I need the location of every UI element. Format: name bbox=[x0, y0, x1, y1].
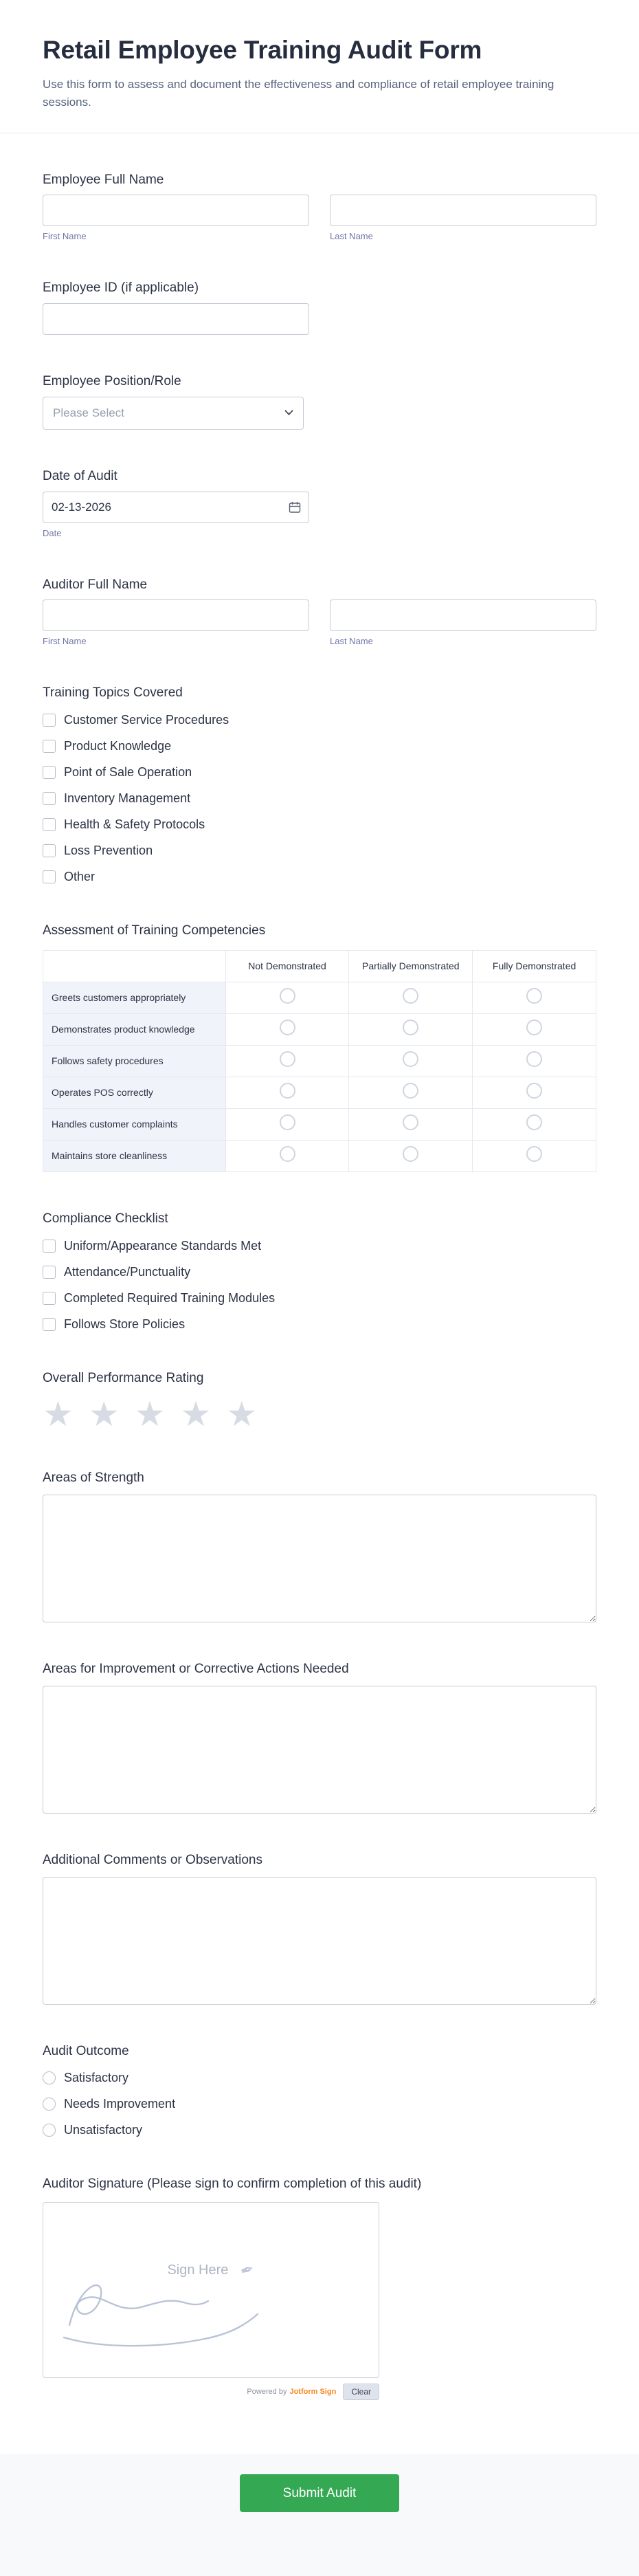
checkbox-icon bbox=[43, 1240, 56, 1253]
option-label: Unsatisfactory bbox=[64, 2123, 143, 2137]
radio-icon bbox=[43, 2124, 56, 2137]
date-input[interactable] bbox=[43, 492, 309, 523]
checkbox-icon bbox=[43, 714, 56, 727]
checkbox-option-attendance[interactable] bbox=[43, 1265, 190, 1279]
field-strength bbox=[43, 1470, 596, 1622]
matrix-radio[interactable] bbox=[280, 1146, 295, 1162]
matrix-row-label: Greets customers appropriately bbox=[43, 982, 226, 1013]
powered-by-text: Powered by bbox=[247, 2388, 287, 2397]
checkbox-option-training-modules[interactable] bbox=[43, 1291, 275, 1306]
matrix-radio[interactable] bbox=[526, 1083, 542, 1099]
checkbox-option-pos-operation[interactable] bbox=[43, 765, 192, 780]
matrix-radio[interactable] bbox=[526, 1051, 542, 1067]
matrix-radio[interactable] bbox=[280, 988, 295, 1004]
checkbox-option-other[interactable] bbox=[43, 870, 95, 884]
field-comments bbox=[43, 1852, 596, 2005]
option-label: Point of Sale Operation bbox=[64, 765, 192, 780]
pen-nib-icon: ✒ bbox=[238, 2259, 258, 2282]
auditor-name-label: Auditor Full Name bbox=[43, 577, 148, 592]
matrix-radio[interactable] bbox=[280, 1051, 295, 1067]
strength-textarea[interactable] bbox=[43, 1495, 596, 1622]
checkbox-option-uniform[interactable] bbox=[43, 1239, 261, 1253]
checkbox-option-health-safety[interactable] bbox=[43, 817, 205, 832]
calendar-icon[interactable] bbox=[289, 501, 301, 517]
matrix-radio[interactable] bbox=[403, 1146, 418, 1162]
matrix-header-row bbox=[43, 950, 596, 982]
matrix-row-label: Demonstrates product knowledge bbox=[43, 1013, 226, 1045]
option-label: Loss Prevention bbox=[64, 844, 153, 858]
option-label: Completed Required Training Modules bbox=[64, 1290, 276, 1305]
option-label: Product Knowledge bbox=[64, 739, 172, 753]
submit-button[interactable]: Submit Audit bbox=[240, 2474, 399, 2512]
signature-hint bbox=[43, 2260, 379, 2280]
employee-id-label: Employee ID (if applicable) bbox=[43, 280, 199, 296]
form-title: Retail Employee Training Audit Form bbox=[43, 36, 482, 64]
matrix-radio[interactable] bbox=[526, 1020, 542, 1035]
field-signature bbox=[43, 2176, 596, 2400]
employee-name-label: Employee Full Name bbox=[43, 172, 164, 187]
checkbox-icon bbox=[43, 792, 56, 805]
checkbox-icon bbox=[43, 740, 56, 753]
matrix-col-header: Partially Demonstrated bbox=[349, 950, 473, 982]
field-auditor-name bbox=[43, 577, 596, 647]
outcome-label: Audit Outcome bbox=[43, 2043, 129, 2058]
date-sublabel: Date bbox=[43, 527, 62, 538]
auditor-first-name-input[interactable] bbox=[43, 599, 309, 631]
radio-option-needs-improvement[interactable] bbox=[43, 2097, 175, 2111]
option-label: Attendance/Punctuality bbox=[64, 1264, 191, 1279]
matrix-radio[interactable] bbox=[280, 1114, 295, 1130]
field-training-topics bbox=[43, 685, 596, 884]
option-label: Satisfactory bbox=[64, 2071, 129, 2085]
field-rating bbox=[43, 1370, 596, 1432]
matrix-radio[interactable] bbox=[526, 988, 542, 1004]
matrix-row bbox=[43, 1045, 596, 1077]
star-icon[interactable]: ★ bbox=[180, 1395, 212, 1434]
star-icon[interactable]: ★ bbox=[43, 1395, 74, 1434]
field-employee-id bbox=[43, 280, 596, 335]
matrix-row bbox=[43, 982, 596, 1013]
star-icon[interactable]: ★ bbox=[88, 1395, 120, 1434]
option-label: Customer Service Procedures bbox=[64, 713, 229, 727]
field-competency-matrix bbox=[43, 923, 596, 1172]
auditor-last-name-sublabel: Last Name bbox=[330, 636, 373, 647]
strength-label: Areas of Strength bbox=[43, 1471, 144, 1486]
option-label: Other bbox=[64, 870, 96, 884]
comments-textarea[interactable] bbox=[43, 1877, 596, 2005]
matrix-radio[interactable] bbox=[526, 1114, 542, 1130]
matrix-col-header: Fully Demonstrated bbox=[473, 950, 596, 982]
checkbox-icon bbox=[43, 818, 56, 831]
checkbox-option-loss-prevention[interactable] bbox=[43, 844, 153, 858]
first-name-sublabel: First Name bbox=[43, 231, 87, 242]
field-position bbox=[43, 373, 596, 430]
option-label: Follows Store Policies bbox=[64, 1317, 186, 1331]
submit-area bbox=[0, 2454, 639, 2576]
rating-label: Overall Performance Rating bbox=[43, 1370, 204, 1385]
position-select-placeholder: Please Select bbox=[53, 406, 124, 419]
checkbox-icon bbox=[43, 1266, 56, 1279]
field-employee-name bbox=[43, 172, 596, 242]
auditor-first-name-sublabel: First Name bbox=[43, 636, 87, 647]
checkbox-icon bbox=[43, 766, 56, 779]
matrix-radio[interactable] bbox=[280, 1083, 295, 1099]
signature-pad[interactable] bbox=[43, 2202, 379, 2378]
star-icon[interactable]: ★ bbox=[226, 1395, 258, 1434]
matrix-row-label: Operates POS correctly bbox=[43, 1077, 226, 1108]
matrix-radio[interactable] bbox=[526, 1146, 542, 1162]
checkbox-icon bbox=[43, 870, 56, 883]
option-label: Health & Safety Protocols bbox=[64, 817, 205, 832]
checkbox-option-customer-service[interactable] bbox=[43, 713, 229, 727]
employee-last-name-input[interactable] bbox=[330, 195, 596, 226]
matrix-radio[interactable] bbox=[403, 1020, 418, 1035]
checkbox-icon bbox=[43, 844, 56, 857]
competency-matrix-table bbox=[43, 950, 596, 1172]
checkbox-option-store-policies[interactable] bbox=[43, 1317, 185, 1332]
radio-icon bbox=[43, 2098, 56, 2111]
form-subtitle: Use this form to assess and document the effectiveness and compliance of retail employee training sessions. bbox=[43, 78, 554, 109]
radio-option-unsatisfactory[interactable] bbox=[43, 2123, 142, 2137]
signature-scribble bbox=[43, 2203, 380, 2379]
option-label: Inventory Management bbox=[64, 791, 191, 806]
compliance-label: Compliance Checklist bbox=[43, 1211, 168, 1226]
checkbox-option-inventory[interactable] bbox=[43, 791, 190, 806]
radio-option-satisfactory[interactable] bbox=[43, 2071, 128, 2085]
matrix-row bbox=[43, 1140, 596, 1171]
employee-first-name-input[interactable] bbox=[43, 195, 309, 226]
comments-label: Additional Comments or Observations bbox=[43, 1852, 262, 1867]
matrix-row-label: Follows safety procedures bbox=[43, 1045, 226, 1077]
field-improvement bbox=[43, 1661, 596, 1814]
matrix-radio[interactable] bbox=[403, 1114, 418, 1130]
matrix-corner-cell bbox=[43, 950, 226, 982]
chevron-down-icon bbox=[284, 410, 293, 416]
matrix-row-label: Maintains store cleanliness bbox=[43, 1140, 226, 1171]
date-label: Date of Audit bbox=[43, 468, 117, 483]
sign-here-text: Sign Here bbox=[167, 2263, 229, 2278]
signature-footer bbox=[43, 2384, 379, 2400]
jotform-sign-brand: Jotform Sign bbox=[289, 2388, 337, 2397]
improvement-textarea[interactable] bbox=[43, 1686, 596, 1814]
matrix-radio[interactable] bbox=[403, 988, 418, 1004]
clear-signature-button[interactable]: Clear bbox=[343, 2384, 379, 2400]
auditor-last-name-input[interactable] bbox=[330, 599, 596, 631]
radio-icon bbox=[43, 2071, 56, 2084]
field-outcome bbox=[43, 2043, 596, 2138]
field-compliance bbox=[43, 1211, 596, 1332]
training-topics-label: Training Topics Covered bbox=[43, 685, 183, 701]
star-icon[interactable]: ★ bbox=[134, 1395, 166, 1434]
matrix-col-header: Not Demonstrated bbox=[225, 950, 349, 982]
option-label: Needs Improvement bbox=[64, 2097, 176, 2111]
matrix-radio[interactable] bbox=[403, 1083, 418, 1099]
checkbox-option-product-knowledge[interactable] bbox=[43, 739, 171, 753]
star-rating bbox=[43, 1395, 596, 1434]
position-select[interactable] bbox=[43, 397, 304, 430]
employee-id-input[interactable] bbox=[43, 303, 309, 335]
last-name-sublabel: Last Name bbox=[330, 231, 373, 242]
option-label: Uniform/Appearance Standards Met bbox=[64, 1238, 262, 1253]
matrix-row-label: Handles customer complaints bbox=[43, 1108, 226, 1140]
checkbox-icon bbox=[43, 1292, 56, 1305]
matrix-radio[interactable] bbox=[280, 1020, 295, 1035]
matrix-row bbox=[43, 1077, 596, 1108]
signature-label: Auditor Signature (Please sign to confirm completion of this audit) bbox=[43, 2177, 422, 2192]
checkbox-icon bbox=[43, 1318, 56, 1331]
matrix-label: Assessment of Training Competencies bbox=[43, 923, 266, 938]
matrix-radio[interactable] bbox=[403, 1051, 418, 1067]
field-date-of-audit bbox=[43, 468, 596, 538]
matrix-row bbox=[43, 1108, 596, 1140]
matrix-row bbox=[43, 1013, 596, 1045]
improvement-label: Areas for Improvement or Corrective Actions Needed bbox=[43, 1662, 349, 1677]
position-label: Employee Position/Role bbox=[43, 374, 181, 389]
